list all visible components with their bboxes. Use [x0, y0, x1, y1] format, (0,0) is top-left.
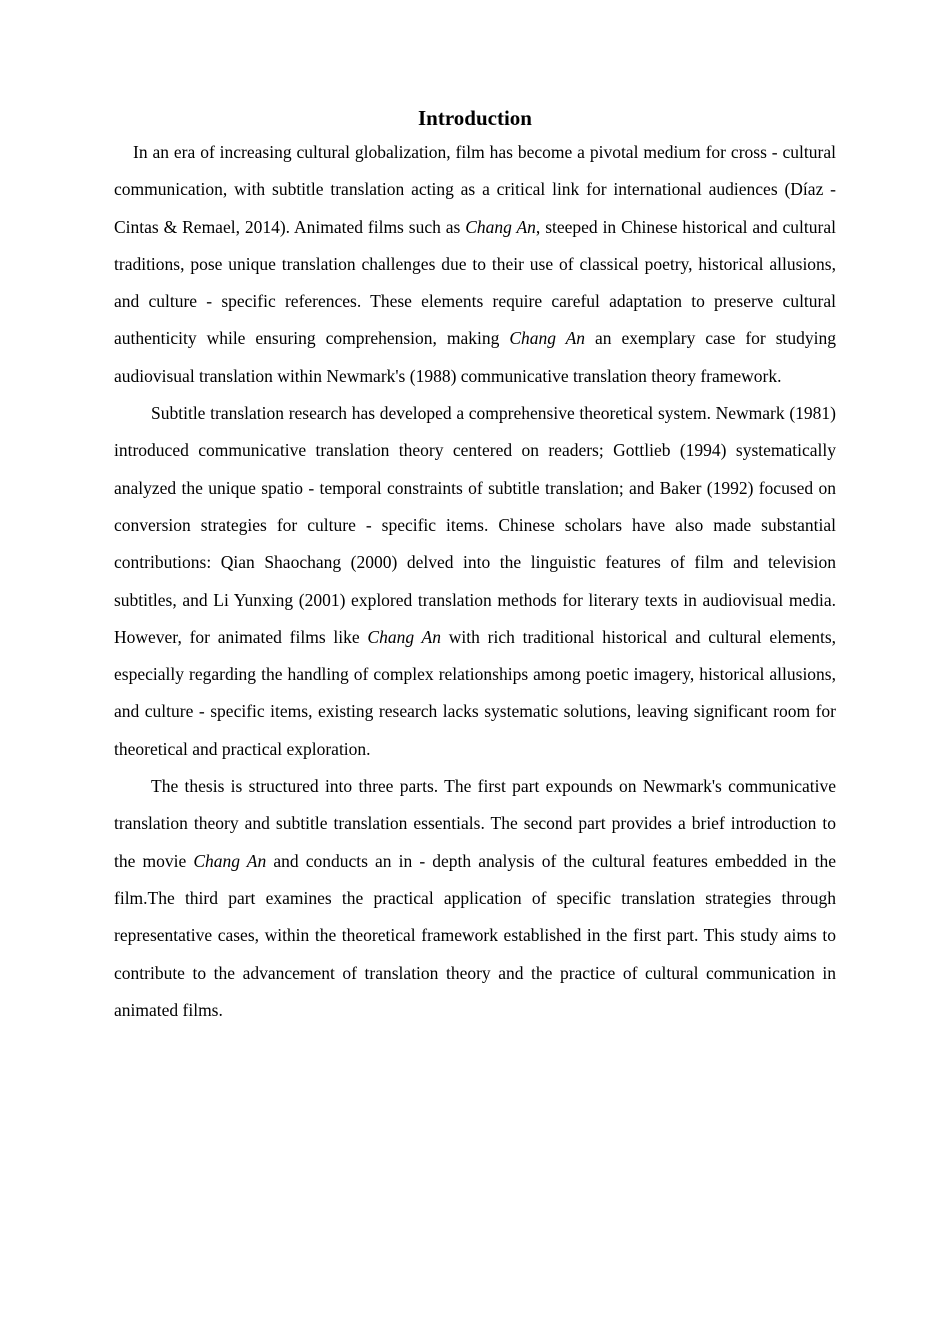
- text-segment: with rich traditional historical and cultural elements, especially regarding the handling of complex relationships among poetic imagery, historical allusions, and culture - specific items, existing research lacks systematic solutions, leaving significant room for theoretical and practical exploration.: [114, 626, 837, 759]
- film-title-italic: Chang An: [193, 850, 267, 871]
- text-segment: an exemplary case for studying audiovisual translation within Newmark's (1988) communicative translation theory framework.: [114, 328, 836, 386]
- text-segment: In an era of increasing cultural globalization, film has become a pivotal medium for cross - cultural communication, with subtitle translation acting as a critical link for international audiences (Díaz - Cintas & Remael, 2014). Animated films such as: [114, 142, 836, 237]
- film-title-italic: Chang An: [367, 626, 441, 647]
- text-segment: Subtitle translation research has developed a comprehensive theoretical system. Newmark (1981) introduced communicative translation theory centered on readers; Gottlieb (1994) systematically analyzed the unique spatio - temporal constraints of subtitle translation; and Baker (1992) focused on conversion strategies for culture - specific items. Chinese scholars have also made substantial contributions: Qian Shaochang (2000) delved into the linguistic features of film and television subtitles, and Li Yunxing (2001) explored translation methods for literary texts in audiovisual media. However, for animated films like: [114, 403, 836, 647]
- document-page: [114, 104, 836, 1029]
- paragraph-1: [114, 134, 836, 395]
- paragraph-3: [114, 768, 836, 1029]
- paragraph-2: [114, 395, 836, 768]
- text-segment: and conducts an in - depth analysis of the cultural features embedded in the film.The third part examines the practical application of specific translation strategies through representative cases, within the theoretical framework established in the first part. This study aims to contribute to the advancement of translation theory and the practice of cultural communication in animated films.: [114, 850, 837, 1020]
- film-title-italic: Chang An: [465, 216, 536, 237]
- text-segment: The thesis is structured into three parts. The first part expounds on Newmark's communicative translation theory and subtitle translation essentials. The second part provides a brief introduction to the movie: [114, 776, 836, 871]
- section-title: Introduction: [418, 106, 532, 130]
- text-segment: , steeped in Chinese historical and cultural traditions, pose unique translation challenges due to their use of classical poetry, historical allusions, and culture - specific references. These elements require careful adaptation to preserve cultural authenticity while ensuring comprehension, making: [114, 216, 836, 349]
- film-title-italic: Chang An: [509, 328, 586, 349]
